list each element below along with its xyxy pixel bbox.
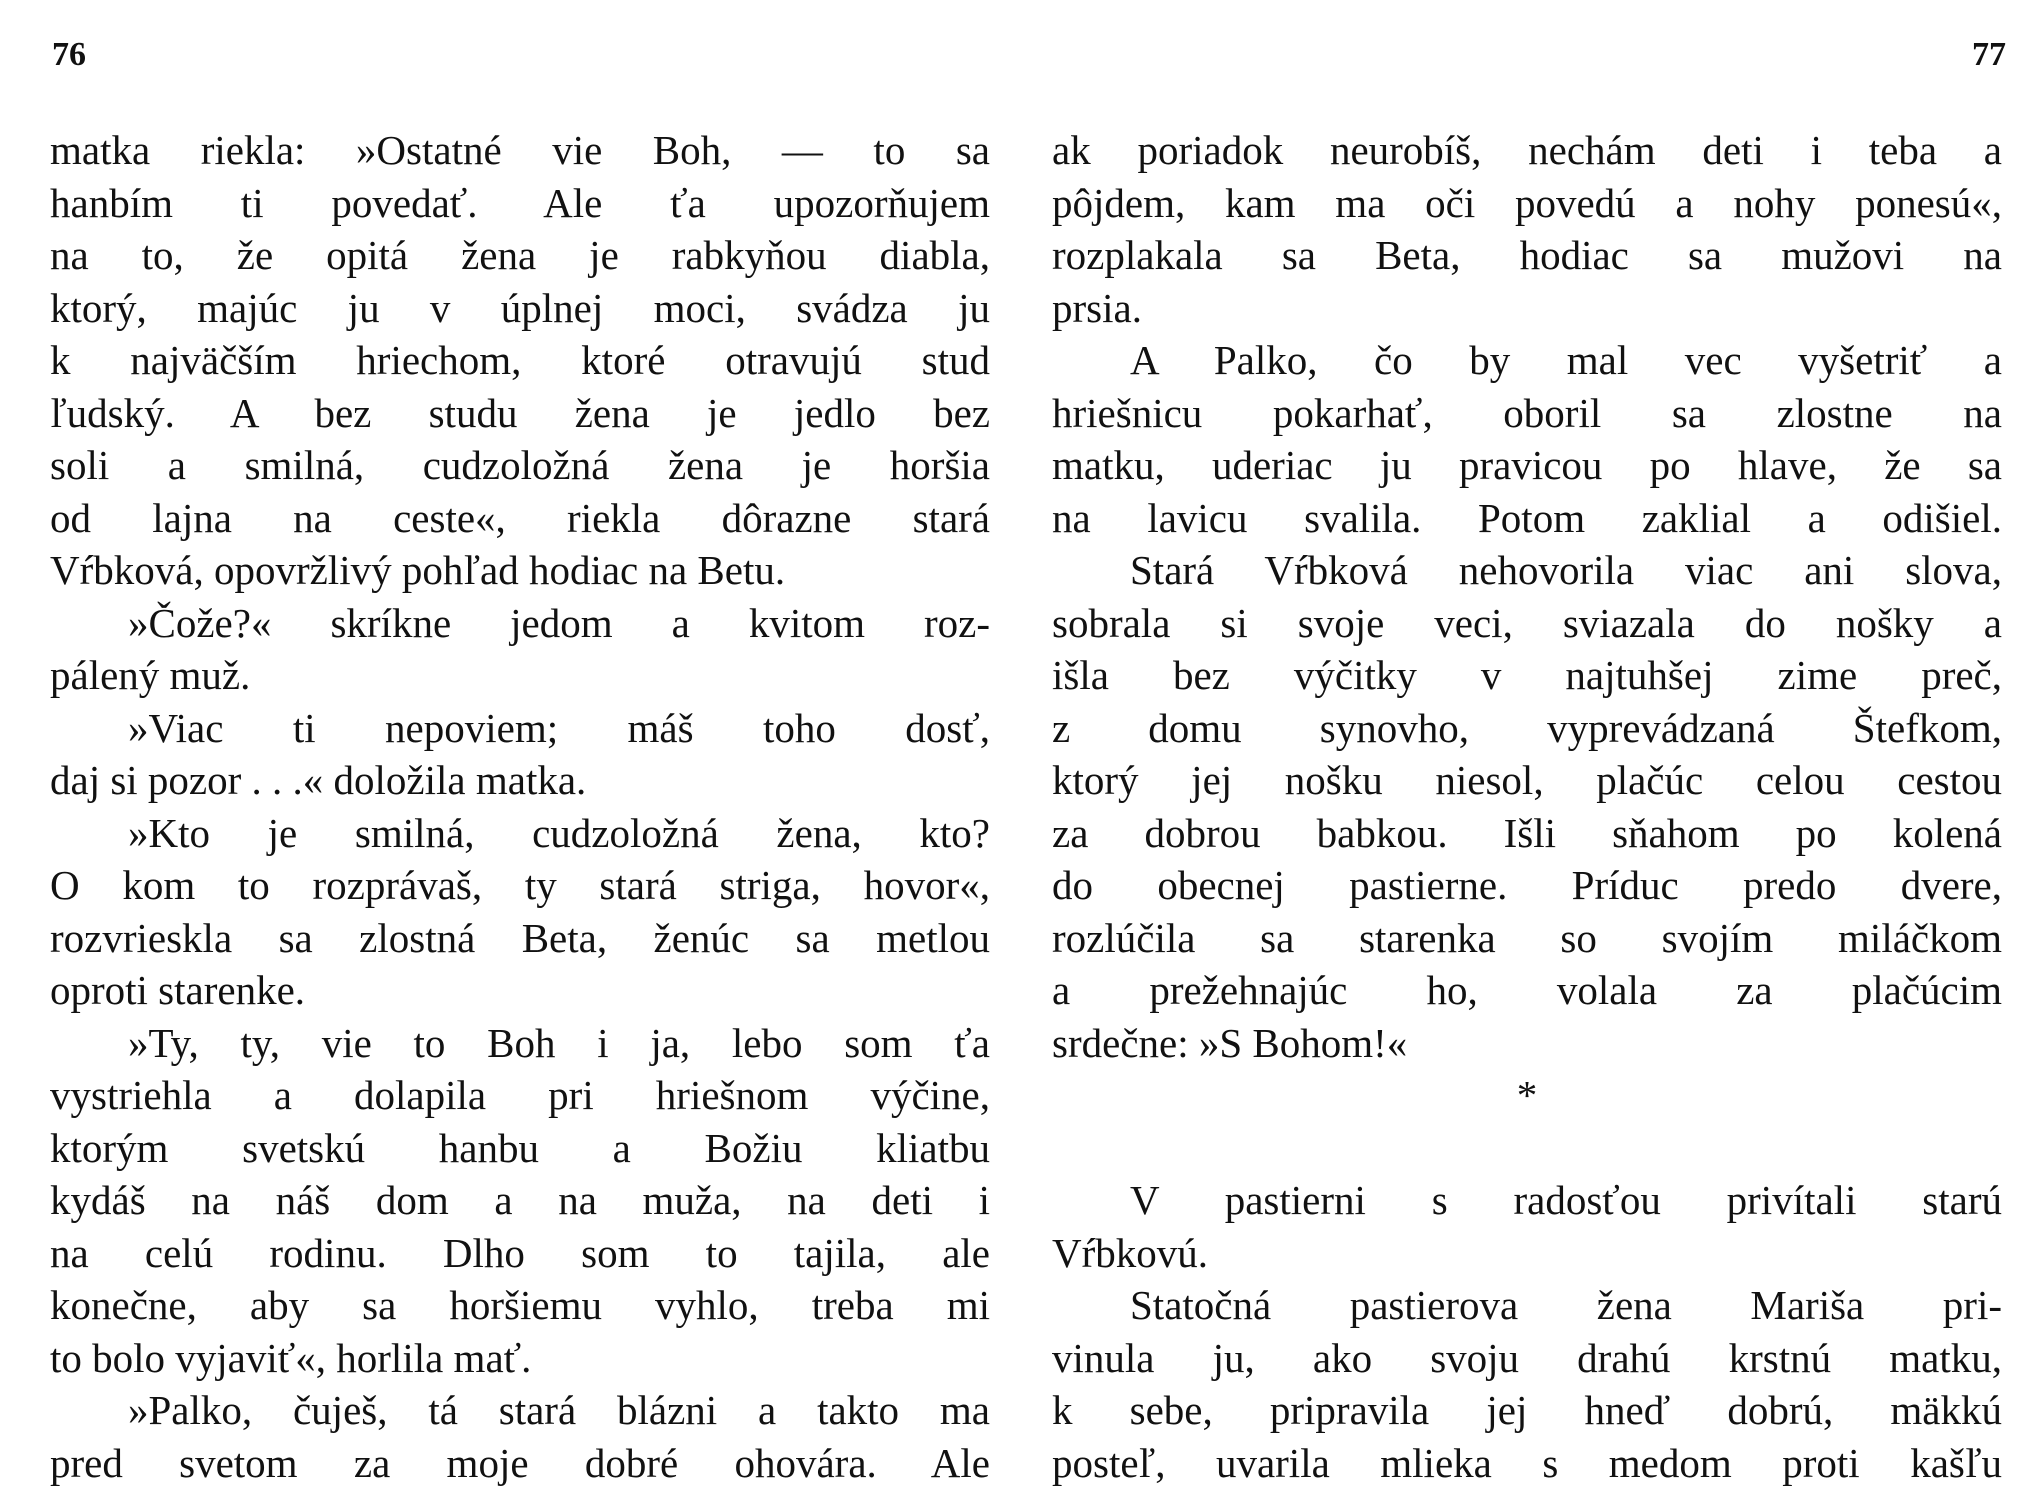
text-line: Vŕbková, opovržlivý pohľad hodiac na Betu. [50, 547, 786, 593]
text-line: vinula ju, ako svoju drahú krstnú matku, [1052, 1334, 2002, 1381]
text-line: z domu synovho, vyprevádzaná Štefkom, [1052, 704, 2002, 751]
right-page [1012, 0, 2024, 1500]
text-line: oproti starenke. [50, 967, 306, 1013]
text-line: »Ty, ty, vie to Boh i ja, lebo som ťa [128, 1019, 990, 1066]
text-line: »Palko, čuješ, tá stará blázni a takto ma [128, 1387, 990, 1433]
text-line: pálený muž. [50, 652, 251, 698]
text-line: matka riekla: »Ostatné vie Boh, — to sa [50, 127, 990, 173]
text-line: do obecnej pastierne. Príduc predo dvere, [1052, 862, 2002, 908]
text-line: rozvrieskla sa zlostná Beta, ženúc sa metlou [50, 914, 990, 961]
text-line: konečne, aby sa horšiemu vyhlo, treba mi [50, 1282, 990, 1328]
text-line: hanbím ti povedať. Ale ťa upozorňujem [50, 179, 990, 226]
right-page-text [1052, 124, 2002, 1489]
text-line: ktorým svetskú hanbu a Božiu kliatbu [50, 1124, 990, 1171]
text-line: hriešnicu pokarhať, oboril sa zlostne na [1052, 389, 2002, 436]
text-line: pred svetom za moje dobré ohovára. Ale [50, 1439, 990, 1486]
text-line: za dobrou babkou. Išli sňahom po kolená [1052, 809, 2002, 856]
text-line: vystriehla a dolapila pri hriešnom výčine, [50, 1072, 990, 1118]
text-line: soli a smilná, cudzoložná žena je horšia [50, 442, 990, 488]
text-line: srdečne: »S Bohom!« [1052, 1019, 1408, 1066]
text-line: Stará Vŕbková nehovorila viac ani slova, [1130, 547, 2002, 593]
left-page-text [50, 124, 990, 1489]
text-line: rozplakala sa Beta, hodiac sa mužovi na [1052, 232, 2002, 278]
text-line: daj si pozor . . .« doložila matka. [50, 757, 587, 803]
text-line: »Čože?« skríkne jedom a kvitom roz- [128, 599, 990, 646]
text-line: ktorý, majúc ju v úplnej moci, svádza ju [50, 284, 990, 331]
text-line: »Viac ti nepoviem; máš toho dosť, [128, 704, 990, 751]
text-line: ľudský. A bez studu žena je jedlo bez [50, 389, 990, 436]
text-line: posteľ, uvarila mlieka s medom proti kašľu [1052, 1439, 2002, 1486]
text-line: k najväčším hriechom, ktoré otravujú stud [50, 337, 990, 383]
text-line: O kom to rozprávaš, ty stará striga, hovor«, [50, 862, 990, 908]
text-line: to bolo vyjaviť«, horlila mať. [50, 1334, 532, 1381]
text-line: prsia. [1052, 284, 1142, 331]
text-line: ktorý jej nošku niesol, plačúc celou cestou [1052, 757, 2002, 803]
text-line: ak poriadok neurobíš, nechám deti i teba a [1052, 127, 2002, 173]
text-line: * [1516, 1072, 1538, 1118]
text-line: na lavicu svalila. Potom zaklial a odišiel. [1052, 494, 2002, 541]
text-line: pôjdem, kam ma oči povedú a nohy ponesú«, [1052, 179, 2002, 226]
page-number-left: 76 [52, 36, 86, 73]
text-line: kydáš na náš dom a na muža, na deti i [50, 1177, 990, 1223]
text-line: matku, uderiac ju pravicou po hlave, že sa [1052, 442, 2002, 488]
text-line: k sebe, pripravila jej hneď dobrú, mäkkú [1052, 1387, 2002, 1433]
text-line: na celú rodinu. Dlho som to tajila, ale [50, 1229, 990, 1276]
page-number-right: 77 [1972, 36, 2006, 73]
text-line: a prežehnajúc ho, volala za plačúcim [1052, 967, 2002, 1013]
text-line: od lajna na ceste«, riekla dôrazne stará [50, 494, 990, 541]
text-line: rozlúčila sa starenka so svojím miláčkom [1052, 914, 2002, 961]
text-line: V pastierni s radosťou privítali starú [1130, 1177, 2002, 1223]
text-line: A Palko, čo by mal vec vyšetriť a [1130, 337, 2002, 383]
text-line: išla bez výčitky v najtuhšej zime preč, [1052, 652, 2002, 698]
text-line: na to, že opitá žena je rabkyňou diabla, [50, 232, 990, 278]
text-line: »Kto je smilná, cudzoložná žena, kto? [128, 809, 990, 856]
text-line: Statočná pastierova žena Mariša pri- [1130, 1282, 2002, 1328]
text-line: Vŕbkovú. [1052, 1229, 1209, 1276]
text-line [1052, 1122, 2002, 1175]
text-line: sobrala si svoje veci, sviazala do nošky a [1052, 599, 2002, 646]
